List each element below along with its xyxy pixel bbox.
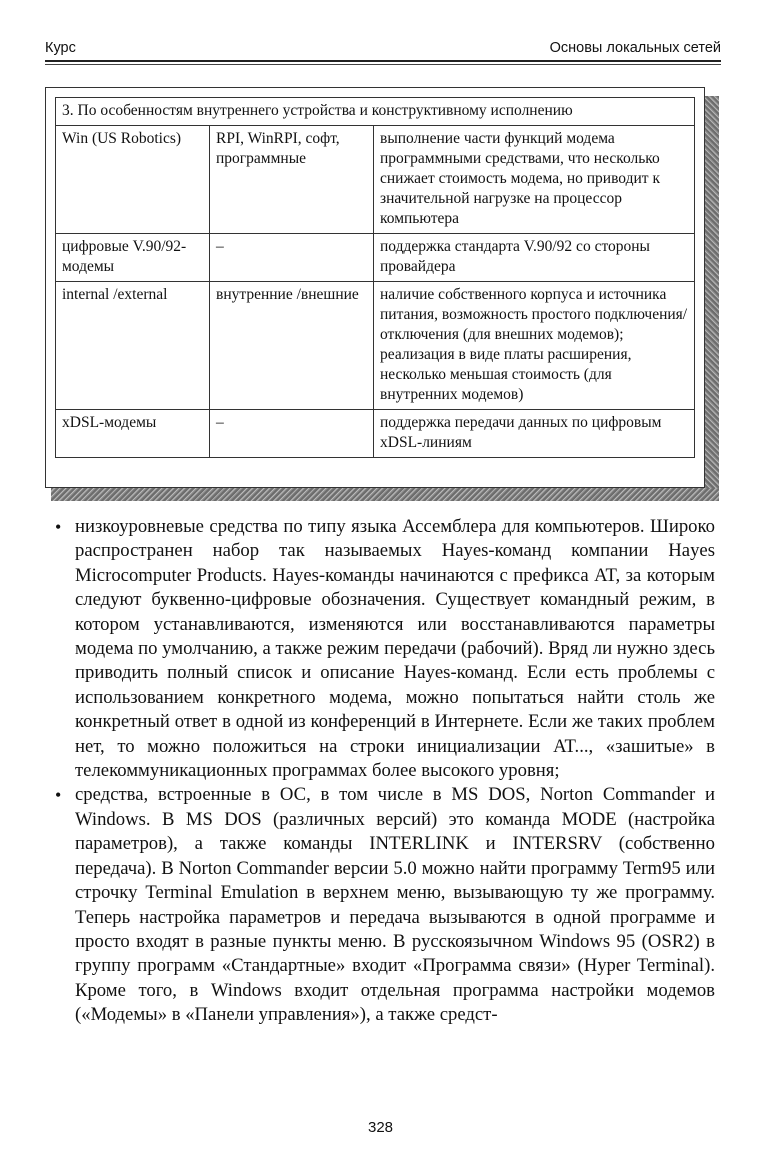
table-cell-alias: – [210, 410, 374, 458]
table-cell-type: xDSL-модемы [56, 410, 210, 458]
header-chapter-title: Основы локальных сетей [549, 40, 721, 56]
table-cell-type: internal /external [56, 282, 210, 410]
table-cell-description: поддержка передачи данных по цифровым xDSL-линиям [374, 410, 695, 458]
page-number: 328 [367, 1119, 394, 1136]
table-row [56, 126, 695, 234]
table-cell-alias: RPI, WinRPI, софт, программные [210, 126, 374, 234]
table-section-title: 3. По особенностям внутреннего устройства и конструктивному исполнению [56, 98, 695, 126]
table-row [56, 410, 695, 458]
table-cell-type: цифровые V.90/92-модемы [56, 234, 210, 282]
modem-classification-table [55, 97, 695, 458]
bullet-list [55, 515, 715, 1028]
list-item [55, 783, 715, 1027]
table-cell-type: Win (US Robotics) [56, 126, 210, 234]
table-cell-description: наличие собственного корпуса и источника питания, возможность простого подключения/отключения (для внешних модемов); реализация в виде платы расширения, несколько меньшая стоимость (для внутренних модемов) [374, 282, 695, 410]
table-cell-alias: – [210, 234, 374, 282]
table-row [56, 282, 695, 410]
body-text [55, 515, 715, 1028]
bullet-icon: • [55, 785, 62, 806]
header-divider [45, 64, 721, 65]
table-cell-alias: внутренние /внешние [210, 282, 374, 410]
table-cell-description: поддержка стандарта V.90/92 со стороны провайдера [374, 234, 695, 282]
list-item [55, 515, 715, 783]
header-course-label: Курс [45, 40, 76, 56]
list-item-text: низкоуровневые средства по типу языка Ассемблера для компьютеров. Широко распространен набор так называемых Hayes-команд компании Hayes Microcomputer Products. Hayes-команды начинаются с префикса AT, за которым следуют буквенно-цифровые обозначения. Существует командный режим, в котором устанавливаются, изменяются или восстанавливаются параметры модема по умолчанию, а также режим передачи (рабочий). Вряд ли нужно здесь приводить полный список и описание Hayes-команд. Если есть проблемы с использованием конкретного модема, можно попытаться найти столь же конкретный ответ в одной из конференций в Интернете. Если же таких проблем нет, то можно положиться на строки инициализации AT..., «зашитые» в телекоммуникационных программах более высокого уровня; [75, 516, 715, 782]
list-item-text: средства, встроенные в ОС, в том числе в MS DOS, Norton Commander и Windows. В MS DOS (различных версий) это команда MODE (настройка параметров), а также команды INTERLINK и INTERSRV (собственно передача). В Norton Commander версии 5.0 можно найти программу Term95 или строчку Terminal Emulation в верхнем меню, вызывающую ту же программу. Теперь настройка параметров и передача вызываются в одной программе и просто входят в разные пункты меню. В русскоязычном Windows 95 (OSR2) в группу программ «Стандартные» входит «Программа связи» (Hyper Terminal). Кроме того, в Windows входит отдельная программа настройки модемов («Модемы» в «Панели управления»), а также средст- [75, 784, 715, 1026]
bullet-icon: • [55, 517, 62, 537]
table-cell-description: выполнение части функций модема программными средствами, что несколько снижает стоимость модема, но приводит к значительной нагрузке на процессор компьютера [374, 126, 695, 234]
running-header [45, 38, 721, 62]
table-shadow-bottom [51, 488, 719, 501]
table-shadow-right [705, 96, 719, 492]
table-row [56, 234, 695, 282]
table-section-row [56, 98, 695, 126]
